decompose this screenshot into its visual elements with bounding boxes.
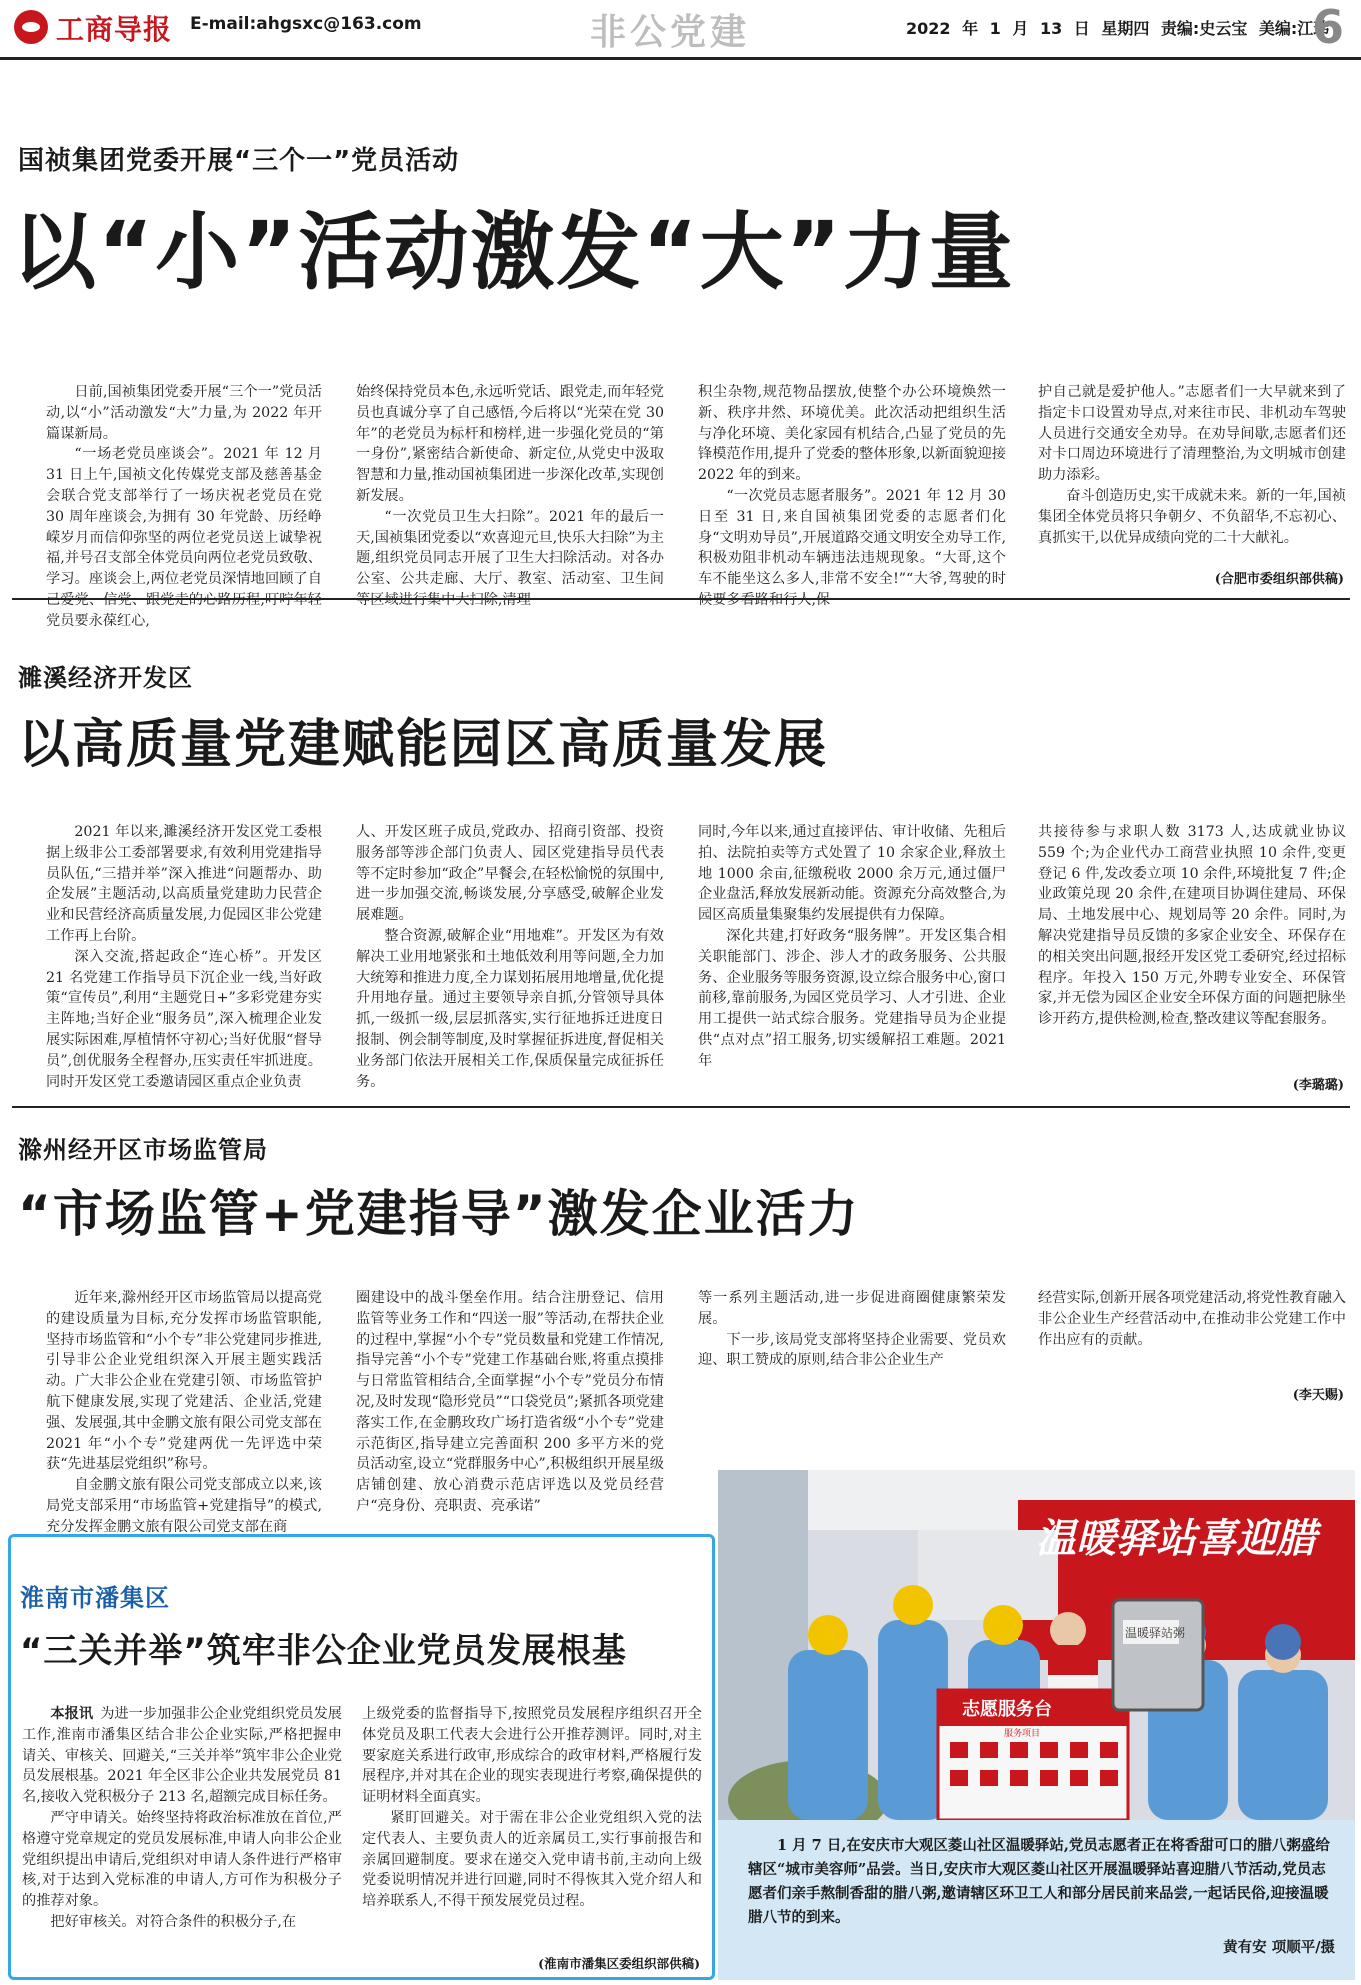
- article2-credit: (李璐璐): [1292, 1078, 1344, 1093]
- section-divider: [12, 1106, 1350, 1108]
- photo-credit: 黄有安 项顺平/摄: [1223, 1939, 1335, 1956]
- article4-column-1: 本报讯 为进一步加强非公企业党组织党员发展工作,淮南市潘集区结合非公企业实际,严格把握申请关、审核关、回避关,“三关并举”筑牢非公企业党员发展根基。2021 年全区非公企业共发展党员 81 名,接收入党积极分子 213 名,超额完成目标任务。 严守申请关。始终坚持将政治标准放在首位,严格遵守党章规定的党员发展标准,申请人向非公企业党组织提出申请后,党组织对申请人条件进行严格审核,对于达到入党标准的申请人,方可作为积极分子的推荐对象。 把好审核关。对符合条件的积极分子,在: [22, 1706, 342, 1930]
- photo-caption-text: 1 月 7 日,在安庆市大观区菱山社区温暖驿站,党员志愿者正在将香甜可口的腊八粥盛给辖区“城市美容师”品尝。当日,安庆市大观区菱山社区开展温暖驿站喜迎腊八节活动,党员志愿者们亲手熬制香甜的腊八粥,邀请辖区环卫工人和部分居民前来品尝,一起话民俗,迎接温暖腊八节的到来。: [748, 1837, 1330, 1926]
- article2-kicker: 濉溪经济开发区: [18, 664, 193, 692]
- photo-box-label: 温暖驿站粥: [1125, 1626, 1186, 1640]
- article4-column-2: 上级党委的监督指导下,按照党员发展程序组织召开全体党员及职工代表大会进行公开推荐测评。同时,对主要家庭关系进行政审,形成综合的政审材料,严格履行发展程序,并对其在企业的现实表现进行考察,确保提供的证明材料全面真实。 紧盯回避关。对于需在非公企业党组织入党的法定代表人、主要负责人的近亲属员工,实行事前报告和亲属回避制度。要求在递交入党申请书前,主动向上级党委说明情况并进行回避,同时不得恢其入党介绍人和培养联系人,不得干预发展党员过程。: [362, 1706, 702, 1910]
- article2-column-3: 同时,今年以来,通过直接评估、审计收储、先租后拍、法院拍卖等方式处置了 10 余家企业,释放土地 1000 余亩,征缴税收 2000 余万元,通过僵尸企业盘活,释放发展新动能。资源充分高效整合,为园区高质量集聚集约发展提供有力保障。 深化共建,打好政务“服务牌”。开发区集合相关职能部门、涉企、涉人才的政务服务、公共服务、企业服务等服务资源,设立综合服务中心,窗口前移,靠前服务,为园区党员学习、人才引进、企业用工提供一站式综合服务。党建指导员为企业提供“点对点”招工服务,切实缓解招工难题。2021 年: [698, 824, 1006, 1069]
- section-name: 非公党建: [590, 12, 751, 53]
- page-number: 6: [1312, 0, 1345, 54]
- article1-column-1: 日前,国祯集团党委开展“三个一”党员活动,以“小”活动激发“大”力量,为 2022 年开篇谋新局。 “一场老党员座谈会”。2021 年 12 月 31 日上午,国祯文化传媒党支部及慈善基金会联合党支部举行了一场庆祝老党员在党 30 周年座谈会,为拥有 30 年党龄、历经峥嵘岁月而信仰弥坚的两位老党员送上诚挚祝福,并号召支部全体党员向两位老党员致敬、学习。座谈会上,两位老党员深情地回顾了自己爱党、信党、跟党走的心路历程,叮咛年轻党员要永葆红心,: [46, 384, 322, 629]
- photo-caption: [718, 1820, 1355, 1980]
- article3-credit: (李天赐): [1292, 1388, 1344, 1403]
- article3-column-2: 圈建设中的战斗堡垒作用。结合注册登记、信用监管等业务工作和“四送一服”等活动,在帮扶企业的过程中,掌握“小个专”党员数量和党建工作情况,指导完善“小个专”党建工作基础台账,将重点摸排与日常监管相结合,全面掌握“小个专”党员分布情况,及时发现“隐形党员”“口袋党员”;紧抓各项党建落实工作,在金鹏玫玫广场打造省级“小个专”党建示范街区,指导建立完善面积 200 多平方米的党员活动室,设立“党群服务中心”,积极组织开展星级店铺创建、放心消费示范店评选以及党员经营户“亮身份、亮职责、亮承诺”: [356, 1290, 664, 1514]
- article1-column-4: 护自己就是爱护他人。”志愿者们一大早就来到了指定卡口设置劝导点,对来往市民、非机动车驾驶人员进行交通安全劝导。在劝导间歇,志愿者们还对卡口周边环境进行了清理整治,为文明城市创建助力添彩。 奋斗创造历史,实干成就未来。新的一年,国祯集团全体党员将只争朝夕、不负韶华,不忘初心、真抓实干,以优异成绩向党的二十大献礼。: [1038, 384, 1346, 546]
- article4-credit: (淮南市潘集区委组织部供稿): [538, 1956, 700, 1971]
- masthead: [0, 0, 1361, 60]
- news-photo: [718, 1470, 1355, 1820]
- article3-column-4: 经营实际,创新开展各项党建活动,将党性教育融入非公企业生产经营活动中,在推动非公党建工作中作出应有的贡献。: [1038, 1290, 1346, 1348]
- article2-column-4: 共接待参与求职人数 3173 人,达成就业协议 559 个;为企业代办工商营业执照 10 余件,变更登记 6 件,发改委立项 10 余件,环境批复 7 件;企业政策兑现 20 余件,在建项目协调住建局、环保局、土地发展中心、规划局等 20 余件。同时,为解决党建指导员反馈的多家企业安全、环保存在的相关突出问题,报经开发区党工委研究,经过招标程序。年投入 150 万元,外聘专业安全、环保管家,并无偿为园区企业安全环保方面的问题把脉坐诊开药方,提供检测,检查,整改建议等配套服务。: [1038, 824, 1346, 1028]
- article4-kicker: 淮南市潘集区: [20, 1584, 170, 1612]
- article4-headline: “三关并举”筑牢非公企业党员发展根基: [20, 1631, 627, 1671]
- article2-headline: 以高质量党建赋能园区高质量发展: [18, 715, 829, 775]
- article3-kicker: 滁州经开区市场监管局: [18, 1136, 268, 1164]
- article2-column-1: 2021 年以来,濉溪经济开发区党工委根据上级非公工委部署要求,有效利用党建指导员队伍,“三措并举”深入推进“问题帮办、助企发展”主题活动,以高质量党建助力民营企业和民营经济高质量发展,力促园区非公党建工作再上台阶。 深入交流,搭起政企“连心桥”。开发区 21 名党建工作指导员下沉企业一线,当好政策“宣传员”,利用“主题党日+”多彩党建夯实主阵地;当好企业“服务员”,深入梳理企业发展实际困难,厚植情怀守初心;当好优服“督导员”,创优服务全程督办,压实责任牢抓进度。同时开发区党工委邀请园区重点企业负责: [46, 824, 322, 1090]
- paper-name: 工商导报: [56, 13, 173, 46]
- article3-column-3: 等一系列主题活动,进一步促进商圈健康繁荣发展。 下一步,该局党支部将坚持企业需要、党员欢迎、职工赞成的原则,结合非公企业生产: [698, 1290, 1006, 1369]
- article3-column-1: 近年来,滁州经开区市场监管局以提高党的建设质量为目标,充分发挥市场监管职能,坚持市场监管和“小个专”非公党建同步推进,引导非公企业党组织深入开展主题实践活动。广大非公企业在党建引领、市场监管护航下健康发展,实现了党建活、企业活,党建强、发展强,其中金鹏文旅有限公司党支部在 2021 年“小个专”党建两优一先评选中荣获“先进基层党组织”称号。 自金鹏文旅有限公司党支部成立以来,该局党支部采用“市场监管+党建指导”的模式,充分发挥金鹏文旅有限公司党支部在商: [46, 1290, 322, 1535]
- photo-desk-title: 志愿服务台: [962, 1699, 1052, 1720]
- article1-column-2: 始终保持党员本色,永远听党话、跟党走,而年轻党员也真诚分享了自己感悟,今后将以“光荣在党 30 年”的老党员为标杆和榜样,进一步强化党员的“第一身份”,紧密结合新使命、新定位,从党史中汲取智慧和力量,推动国祯集团进一步深化改革,实现创新发展。 “一次党员卫生大扫除”。2021 年的最后一天,国祯集团党委以“欢喜迎元旦,快乐大扫除”为主题,组织党员同志开展了卫生大扫除活动。对各办公室、公共走廊、大厅、教室、活动室、卫生间等区域进行集中大扫除,清理: [356, 384, 664, 608]
- date-line: 2022 年 1 月 13 日 星期四 责编:史云宝 美编:江玮: [906, 19, 1330, 38]
- photo-banner-text: 温暖驿站喜迎腊: [1036, 1516, 1316, 1562]
- article1-credit: (合肥市委组织部供稿): [1214, 572, 1344, 587]
- article1-column-3: 积尘杂物,规范物品摆放,使整个办公环境焕然一新、秩序井然、环境优美。此次活动把组织生活与净化环境、美化家园有机结合,凸显了党员的先锋模范作用,提升了党委的整体形象,以新面貌迎接 2022 年的到来。 “一次党员志愿者服务”。2021 年 12 月 30 日至 31 日,来自国祯集团党委的志愿者们化身“文明劝导员”,开展道路交通文明安全劝导工作,积极劝阻非机动车辆违法违规现象。“大哥,这个车不能坐这么多人,非常不安全!”“大爷,驾驶的时候要多看路和行人,保: [698, 384, 1006, 608]
- eye-logo-icon: [14, 10, 48, 44]
- lead-label: 本报讯: [50, 1706, 94, 1722]
- section-divider: [12, 598, 1350, 600]
- article1-kicker: 国祯集团党委开展“三个一”党员活动: [18, 146, 460, 176]
- email-address[interactable]: E-mail:ahgsxc@163.com: [190, 14, 422, 34]
- photo-illustration: [718, 1470, 1355, 1820]
- photo-desk-subtitle: 服务项目: [1004, 1729, 1041, 1739]
- article3-headline: “市场监管+党建指导”激发企业活力: [18, 1185, 860, 1243]
- article1-headline: 以“小”活动激发“大”力量: [12, 203, 1015, 301]
- article2-column-2: 人、开发区班子成员,党政办、招商引资部、投资服务部等涉企部门负责人、园区党建指导员代表等不定时参加“政企”早餐会,在轻松愉悦的氛围中,进一步加强交流,畅谈发展,分享感受,破解企业发展难题。 整合资源,破解企业“用地难”。开发区为有效解决工业用地紧张和土地低效利用等问题,全力加大统筹和推进力度,全力谋划拓展用地增量,优化提升用地存量。通过主要领导亲自抓,分管领导具体抓,一级抓一级,层层抓落实,实行征地拆迁进度日报制、例会制等制度,及时掌握征拆进度,督促相关业务部门依法开展相关工作,保质保量完成征拆任务。: [356, 824, 664, 1090]
